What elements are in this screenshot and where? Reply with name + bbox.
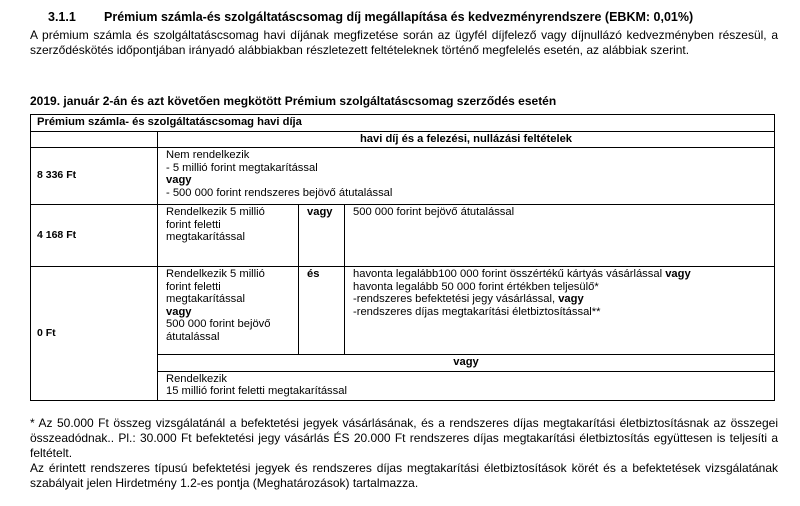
footnote: Az érintett rendszeres típusú befektetési jegyek és rendszeres díjas megtakarítási életbiztosítások körét és a befektetések vizsgálatának szabályait jelen Hirdetmény 1.2-es pontja (Meghatározások) tartalmazza. — [30, 461, 778, 490]
conjunction: vagy — [665, 268, 691, 280]
conjunction: vagy — [558, 293, 584, 305]
fee-table — [30, 114, 775, 401]
condition-cell: Rendelkezik 5 millió forint feletti megtakarítással — [158, 205, 299, 267]
table-row — [31, 205, 775, 267]
table-header-main: Prémium számla- és szolgáltatáscsomag havi díja — [31, 115, 775, 132]
table-header-row — [31, 115, 775, 132]
condition-line: Nem rendelkezik — [166, 149, 250, 161]
condition-line: -rendszeres díjas megtakarítási életbiztosítással** — [353, 305, 601, 318]
section-title: Prémium számla-és szolgáltatáscsomag díj megállapítása és kedvezményrendszere (EBKM: 0,01%) — [104, 10, 694, 24]
table-row — [31, 267, 775, 355]
or-row: vagy — [158, 355, 775, 372]
conjunction: vagy — [166, 174, 192, 186]
conjunction: vagy — [166, 305, 192, 318]
table-row — [31, 148, 775, 205]
fee-amount: 8 336 Ft — [31, 148, 158, 205]
condition-line: 500 000 forint bejövő átutalással — [166, 318, 271, 343]
section-heading — [30, 10, 790, 24]
conjunction: vagy — [299, 205, 345, 267]
condition-line: 15 millió forint feletti megtakarítással — [166, 385, 347, 397]
condition-line: - 5 millió forint megtakarítással — [166, 161, 318, 174]
condition-line: - 500 000 forint rendszeres bejövő átutalással — [166, 186, 393, 199]
table-subheading: 2019. január 2-án és azt követően megkötött Prémium szolgáltatáscsomag szerződés esetén — [30, 94, 557, 108]
condition-line: havonta legalább 50 000 forint értékben teljesülő* — [353, 280, 599, 293]
table-subheader-row — [31, 131, 775, 148]
condition-line: Rendelkezik 5 millió forint feletti megtakarítással — [166, 268, 265, 305]
footnotes — [30, 416, 778, 491]
table-header-sub: havi díj és a felezési, nullázási feltételek — [158, 131, 775, 148]
footnote: * Az 50.000 Ft összeg vizsgálatánál a befektetési jegyek vásárlásának, és a rendszeres díjas megtakarítási életbiztosításnak az összegei összeadódnak.. Pl.: 30.000 Ft befektetési jegy vásárlás ÉS 20.000 Ft rendszeres díjas megtakarítási életbiztosítás együttesen is teljesíti a feltételt. — [30, 416, 778, 460]
conjunction: és — [299, 267, 345, 355]
condition-cell — [345, 267, 775, 355]
condition-cell — [158, 148, 775, 205]
fee-amount: 0 Ft — [31, 267, 158, 401]
empty-header-cell — [31, 131, 158, 148]
fee-amount: 4 168 Ft — [31, 205, 158, 267]
intro-paragraph: A prémium számla és szolgáltatáscsomag havi díjának megfizetése során az ügyfél díjfelező vagy díjnullázó kedvezményben részesül, a szerződéskötés időpontjában irányadó alábbiakban részletezett feltételeknek történő megfelelés esetén, az alábbiak szerint. — [30, 28, 778, 57]
condition-cell — [158, 267, 299, 355]
condition-cell — [158, 371, 775, 400]
section-number: 3.1.1 — [48, 10, 76, 24]
condition-line: havonta legalább100 000 forint összértékű kártyás vásárlással vagy — [353, 268, 691, 280]
condition-line: -rendszeres befektetési jegy vásárlással, vagy — [353, 293, 584, 305]
condition-line: Rendelkezik — [166, 372, 227, 385]
condition-cell: 500 000 forint bejövő átutalással — [345, 205, 775, 267]
